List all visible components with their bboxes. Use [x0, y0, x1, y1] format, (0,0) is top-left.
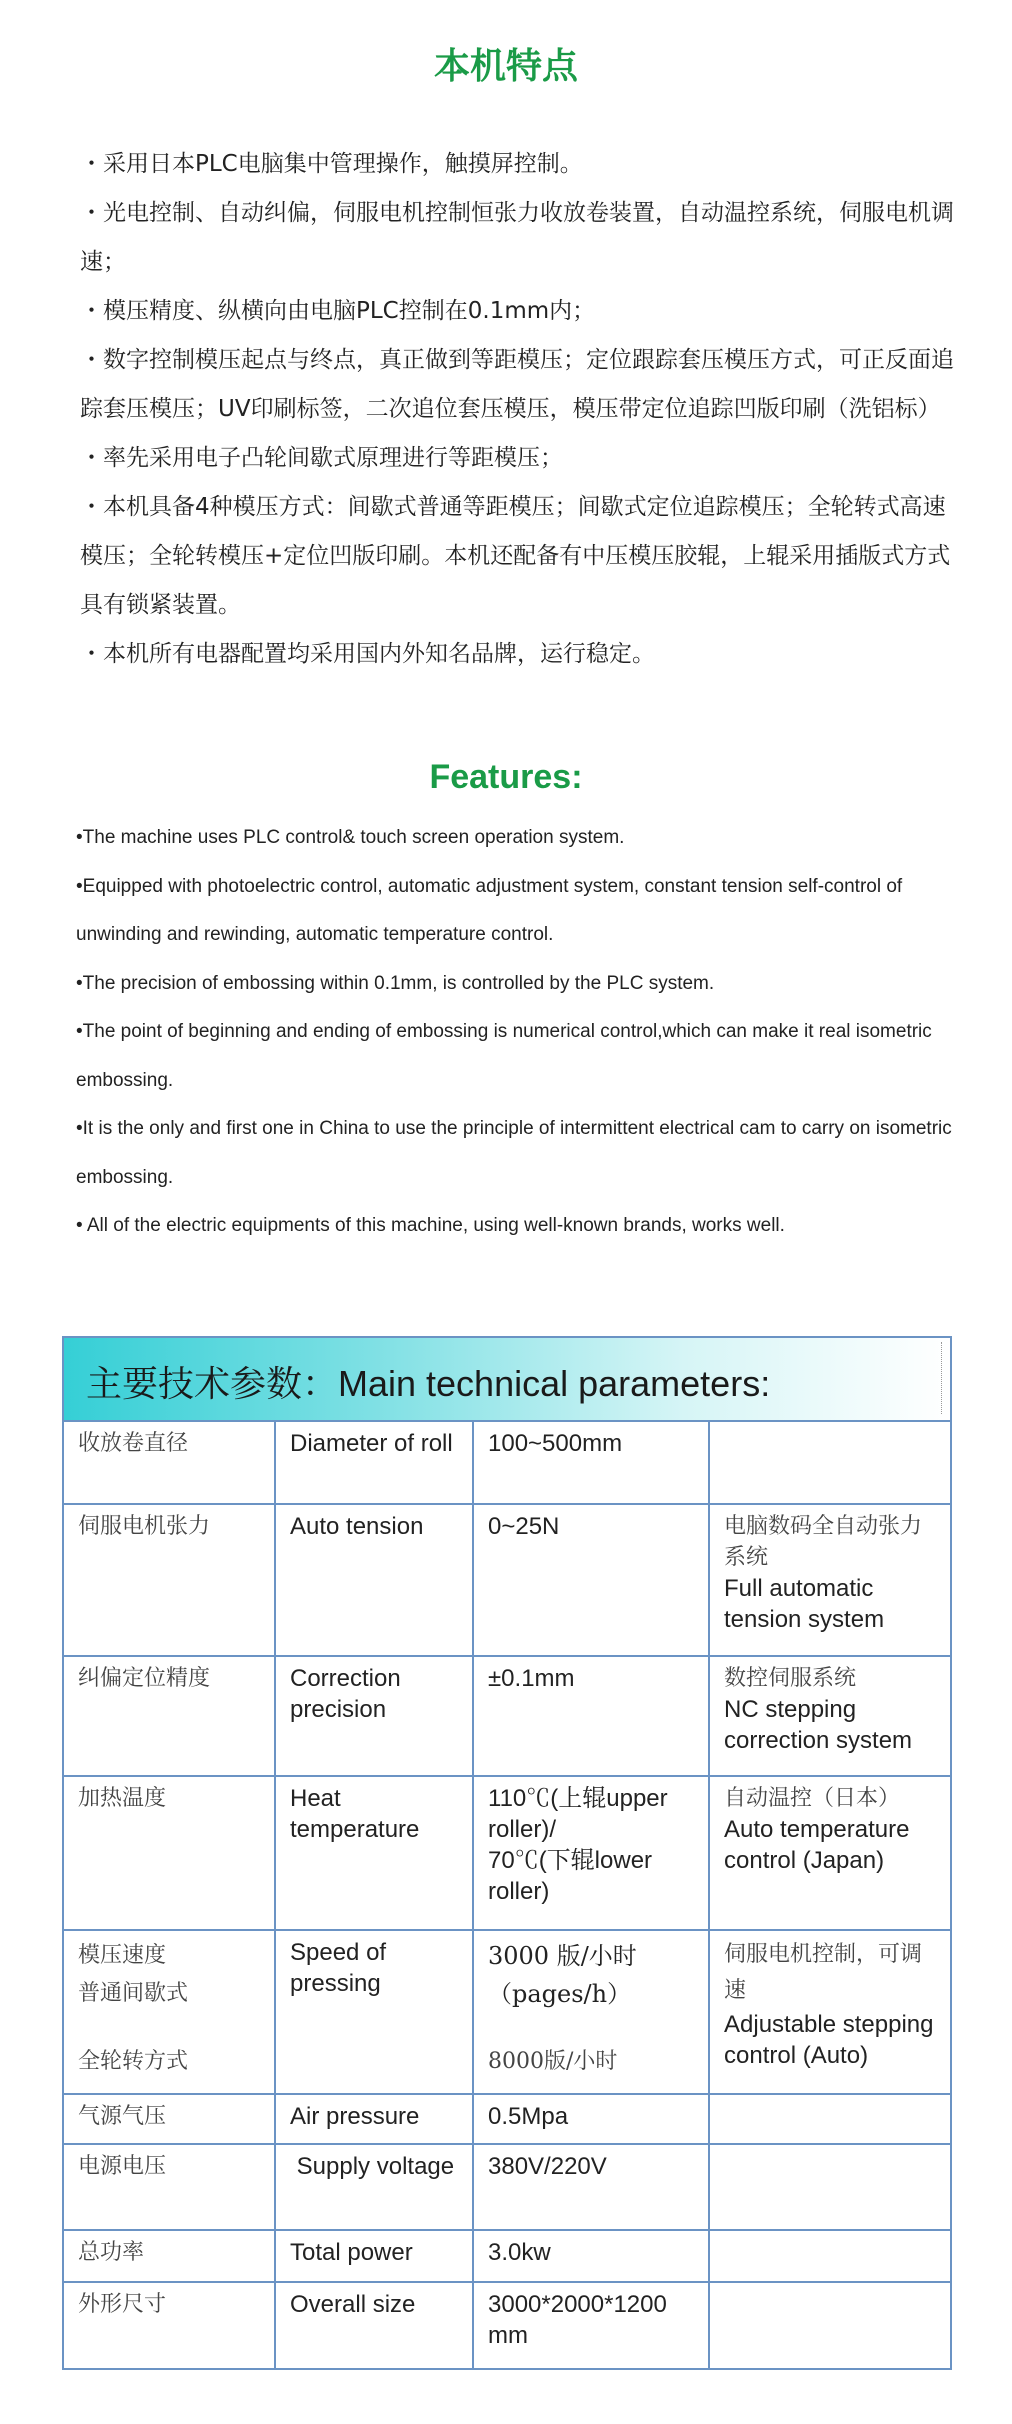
param-cn-line: 模压速度	[78, 1943, 167, 1968]
param-cn-label: 伺服电机张力	[64, 1504, 275, 1656]
feature-cn-item: ・数字控制模压起点与终点，真正做到等距模压；定位跟踪套压模压方式，可正反面追踪套压模压；UV印刷标签，二次追位套压模压，模压带定位追踪凹版印刷（洗铝标）	[80, 347, 954, 422]
param-note-en: Adjustable stepping control (Auto)	[724, 2011, 934, 2069]
feature-cn-item: ・率先采用电子凸轮间歇式原理进行等距模压；	[80, 445, 563, 471]
param-note-cn: 数控伺服系统	[724, 1666, 857, 1691]
param-note-en: Auto temperature control (Japan)	[724, 1816, 910, 1874]
param-value: 100~500mm	[473, 1422, 709, 1504]
features-en-title: Features:	[429, 758, 583, 796]
table-row	[64, 2094, 950, 2144]
param-en-label: Supply voltage	[275, 2144, 473, 2230]
param-value: 380V/220V	[473, 2144, 709, 2230]
feature-en-item: •Equipped with photoelectric control, automatic adjustment system, constant tension self-control of unwinding and rewinding, automatic temperature control.	[76, 875, 903, 945]
spacer	[78, 2013, 262, 2043]
param-note	[709, 2282, 950, 2368]
feature-en-item: • All of the electric equipments of this machine, using well-known brands, works well.	[76, 1215, 785, 1236]
table-row	[64, 2144, 950, 2230]
parameters-grid	[64, 1422, 950, 2368]
feature-cn-item: ・模压精度、纵横向由电脑PLC控制在0.1mm内；	[80, 298, 596, 324]
param-cn-label	[64, 1930, 275, 2094]
param-note	[709, 2230, 950, 2282]
parameters-header-title: 主要技术参数：Main technical parameters:	[86, 1363, 771, 1404]
feature-en-item: •The precision of embossing within 0.1mm, is controlled by the PLC system.	[76, 972, 715, 994]
table-row	[64, 2282, 950, 2368]
param-cn-label: 总功率	[64, 2230, 275, 2282]
param-note	[709, 2144, 950, 2230]
feature-cn-item: ・本机具备4种模压方式：间歇式普通等距模压；间歇式定位追踪模压；全轮转式高速模压；全轮转模压+定位凹版印刷。本机还配备有中压模压胶辊，上辊采用插版式方式具有锁紧装置。	[80, 494, 951, 618]
header-divider	[941, 1342, 944, 1414]
feature-cn-item: ・采用日本PLC电脑集中管理操作，触摸屏控制。	[80, 151, 583, 177]
param-note	[709, 1504, 950, 1656]
param-value-line: 8000版/小时	[488, 2049, 618, 2074]
table-row	[64, 1930, 950, 2094]
param-cn-label: 加热温度	[64, 1776, 275, 1930]
param-value-line: 3000 版/小时	[488, 1942, 637, 1970]
param-en-label: Heat temperature	[275, 1776, 473, 1930]
feature-en-item: •It is the only and first one in China to use the principle of intermittent electrical cam to carry on isometric embossing.	[76, 1118, 952, 1188]
feature-en-item: •The machine uses PLC control& touch screen operation system.	[76, 827, 625, 848]
param-en-label: Overall size	[275, 2282, 473, 2368]
param-note-cn: 电脑数码全自动张力系统	[724, 1514, 923, 1570]
param-cn-line: 全轮转方式	[78, 2049, 189, 2074]
feature-cn-item: ・本机所有电器配置均采用国内外知名品牌，运行稳定。	[80, 641, 655, 667]
param-value: 3.0kw	[473, 2230, 709, 2282]
table-row	[64, 2230, 950, 2282]
param-value	[473, 1930, 709, 2094]
param-note	[709, 1422, 950, 1504]
feature-en-item: •The point of beginning and ending of embossing is numerical control,which can make it real isometric embossing.	[76, 1021, 932, 1091]
table-row	[64, 1504, 950, 1656]
param-value: 0.5Mpa	[473, 2094, 709, 2144]
param-note	[709, 1930, 950, 2094]
features-cn-list	[80, 140, 960, 679]
param-en-label: Auto tension	[275, 1504, 473, 1656]
param-note	[709, 2094, 950, 2144]
param-note	[709, 1776, 950, 1930]
table-row	[64, 1656, 950, 1776]
parameters-header	[64, 1338, 950, 1422]
param-en-label: Total power	[275, 2230, 473, 2282]
param-cn-line: 普通间歇式	[78, 1981, 189, 2006]
param-value-line: （pages/h）	[488, 1980, 632, 2008]
spacer	[488, 2013, 696, 2043]
param-value-line: 70℃(下辊lower roller)	[488, 1847, 653, 1905]
param-value: ±0.1mm	[473, 1656, 709, 1776]
param-value: 0~25N	[473, 1504, 709, 1656]
param-cn-label: 电源电压	[64, 2144, 275, 2230]
param-note	[709, 1656, 950, 1776]
features-cn-title: 本机特点	[433, 46, 578, 87]
param-en-label: Diameter of roll	[275, 1422, 473, 1504]
param-cn-label: 纠偏定位精度	[64, 1656, 275, 1776]
table-row	[64, 1776, 950, 1930]
param-cn-label: 外形尺寸	[64, 2282, 275, 2368]
param-note-en: Full automatic tension system	[724, 1575, 885, 1633]
param-value: 3000*2000*1200 mm	[473, 2282, 709, 2368]
param-cn-label: 收放卷直径	[64, 1422, 275, 1504]
param-note-en: NC stepping correction system	[724, 1696, 913, 1754]
param-en-label: Air pressure	[275, 2094, 473, 2144]
param-cn-label: 气源气压	[64, 2094, 275, 2144]
param-en-label: Speed of pressing	[275, 1930, 473, 2094]
param-value-line: 110℃(上辊upper roller)/	[488, 1785, 668, 1843]
param-note-cn: 伺服电机控制，可调速	[724, 1942, 923, 2003]
feature-cn-item: ・光电控制、自动纠偏，伺服电机控制恒张力收放卷装置，自动温控系统，伺服电机调速；	[80, 200, 954, 275]
table-row	[64, 1422, 950, 1504]
param-note-cn: 自动温控（日本）	[724, 1786, 901, 1811]
parameters-table	[62, 1336, 952, 2370]
features-en-list	[76, 814, 976, 1251]
param-en-label: Correction precision	[275, 1656, 473, 1776]
param-value	[473, 1776, 709, 1930]
